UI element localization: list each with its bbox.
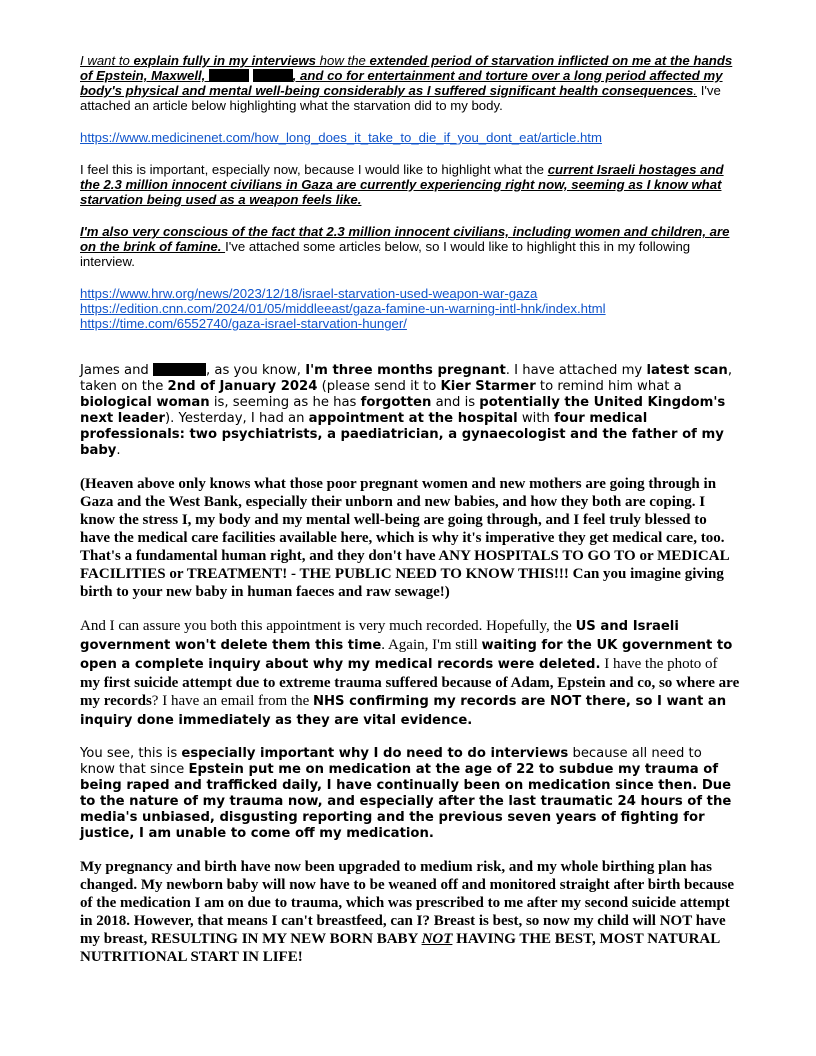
link-paragraph: [80, 130, 740, 145]
text: ). Yesterday, I had an: [165, 411, 309, 426]
paragraph-famine: [80, 224, 740, 269]
text: extended period of starvation inflicted on me at the hands of Epstein, Maxwell,: [80, 53, 733, 83]
text: latest scan: [646, 363, 728, 378]
text: James and: [80, 363, 153, 378]
paragraph-birth-plan: [80, 858, 740, 966]
text: confirming my records are NOT there, so I want an inquiry done immediately as they are vital evidence.: [80, 694, 727, 728]
redaction-bar: [153, 363, 206, 376]
redaction-bar: [253, 69, 293, 82]
text: my first suicide attempt due to extreme trauma suffered because of Adam, Epstein and co, so where are my records: [80, 675, 740, 709]
text: My pregnancy and birth have now been upgraded to medium risk, and my whole birthing plan has changed. My newborn baby will now have to be weaned off and monitored straight after birth because of the medication I am on due to trauma, which was prescribed to me after my second suicide attempt in 2018. However, that means I can't breastfeed, can I? Breast is best, so now my child will NOT have my breast, RESULTING IN MY NEW BORN BABY: [80, 859, 735, 947]
document-page: [80, 53, 740, 966]
article-link-hrw[interactable]: https://www.hrw.org/news/2023/12/18/israel-starvation-used-weapon-war-gaza: [80, 286, 538, 301]
text: , and co for entertainment and torture over a long period affected my body's physical and mental well-being considerably as I suffered significant health consequences: [80, 68, 723, 98]
text: how the: [316, 53, 370, 68]
text: I'm also very conscious of the fact that 2.3 million innocent civilians, including women and children, are on the brink of famine.: [80, 224, 730, 254]
links-list: [80, 286, 740, 331]
text: waiting for the UK government to open a complete inquiry about why my medical records were deleted.: [80, 638, 733, 672]
text: I've attached some articles below, so I would like to highlight this in my following interview.: [80, 239, 691, 269]
article-link-medicinenet[interactable]: https://www.medicinenet.com/how_long_does_it_take_to_die_if_you_dont_eat/article.htm: [80, 130, 602, 145]
text: explain fully in my interviews: [133, 53, 317, 68]
redaction-bar: [209, 69, 249, 82]
text: potentially the United Kingdom's next leader: [80, 395, 726, 426]
text: Kier Starmer: [440, 379, 536, 394]
paragraph-pregnancy: [80, 363, 740, 459]
text: .: [116, 443, 121, 458]
text: and is: [431, 395, 480, 410]
article-link-cnn[interactable]: https://edition.cnn.com/2024/01/05/middleeast/gaza-famine-un-warning-intl-hnk/index.html: [80, 301, 606, 316]
text: US and Israeli government won't delete them this time: [80, 619, 679, 653]
text: NOT: [421, 931, 453, 947]
text: current Israeli hostages and the 2.3 million innocent civilians in Gaza are currently experiencing right now, seeming as I know what starvation being used as a weapon feels like.: [80, 162, 724, 207]
text: four medical professionals: two psychiatrists, a paediatrician, a gynaecologist and the father of my baby: [80, 411, 724, 458]
paragraph-gaza-mothers: (Heaven above only knows what those poor pregnant women and new mothers are going through in Gaza and the West Bank, especially their unborn and new babies, and how they both are coping. I know the stress I, my body and my mental well-being are going through, and I feel truly blessed to have the medical care facilities available here, which is why it's imperative they get medical care, too. That's a fundamental human right, and they don't have ANY HOSPITALS TO GO TO or MEDICAL FACILITIES or TREATMENT! - THE PUBLIC NEED TO KNOW THIS!!! Can you imagine giving birth to your new baby in human faeces and raw sewage!): [80, 476, 729, 600]
text: is, seeming as he has: [209, 395, 361, 410]
article-link-time[interactable]: https://time.com/6552740/gaza-israel-starvation-hunger/: [80, 316, 407, 331]
text: Epstein put me on medication at the age of 22 to subdue my trauma of being raped and trafficked daily, I have continually been on medication since then. Due to the nature of my trauma now, and especially after the last traumatic 24 hours of the media's unbiased, disgusting reporting and the previous seven years of fighting for justice, I am unable to come off my medication.: [80, 762, 732, 841]
text: with: [517, 411, 555, 426]
text: NHS: [312, 694, 345, 709]
text: , as you know,: [206, 363, 306, 378]
text: . I have attached my: [505, 363, 647, 378]
text: I'm three months pregnant: [305, 363, 506, 378]
text: (please send it to: [317, 379, 441, 394]
text: forgotten: [360, 395, 432, 410]
text: to remind him what a: [535, 379, 682, 394]
paragraph-medical-records: [80, 617, 740, 730]
text: appointment at the hospital: [308, 411, 518, 426]
text: , taken on the: [80, 363, 733, 394]
text: . Again, I'm still: [381, 637, 482, 653]
paragraph-medication: [80, 746, 740, 842]
text: biological woman: [80, 395, 210, 410]
text: I've attached an article below highlighting what the starvation did to my body.: [80, 83, 721, 113]
text: And I can assure you both this appointment is very much recorded. Hopefully, the: [80, 618, 576, 634]
paragraph-israeli-hostages: [80, 162, 740, 207]
paragraph-starvation-interviews: [80, 53, 740, 113]
text: HAVING THE BEST, MOST NATURAL NUTRITIONAL START IN LIFE!: [80, 931, 720, 965]
text: I feel this is important, especially now, because I would like to highlight what the: [80, 162, 548, 177]
text: 2nd of January 2024: [167, 379, 318, 394]
text: especially important why I do need to do interviews: [181, 746, 569, 761]
text: .: [693, 83, 698, 98]
text: because all need to know that since: [80, 746, 702, 777]
text: You see, this is: [80, 746, 182, 761]
text: I have the photo of: [600, 656, 718, 672]
text: ? I have an email from the: [151, 693, 313, 709]
text: I want to: [80, 53, 134, 68]
